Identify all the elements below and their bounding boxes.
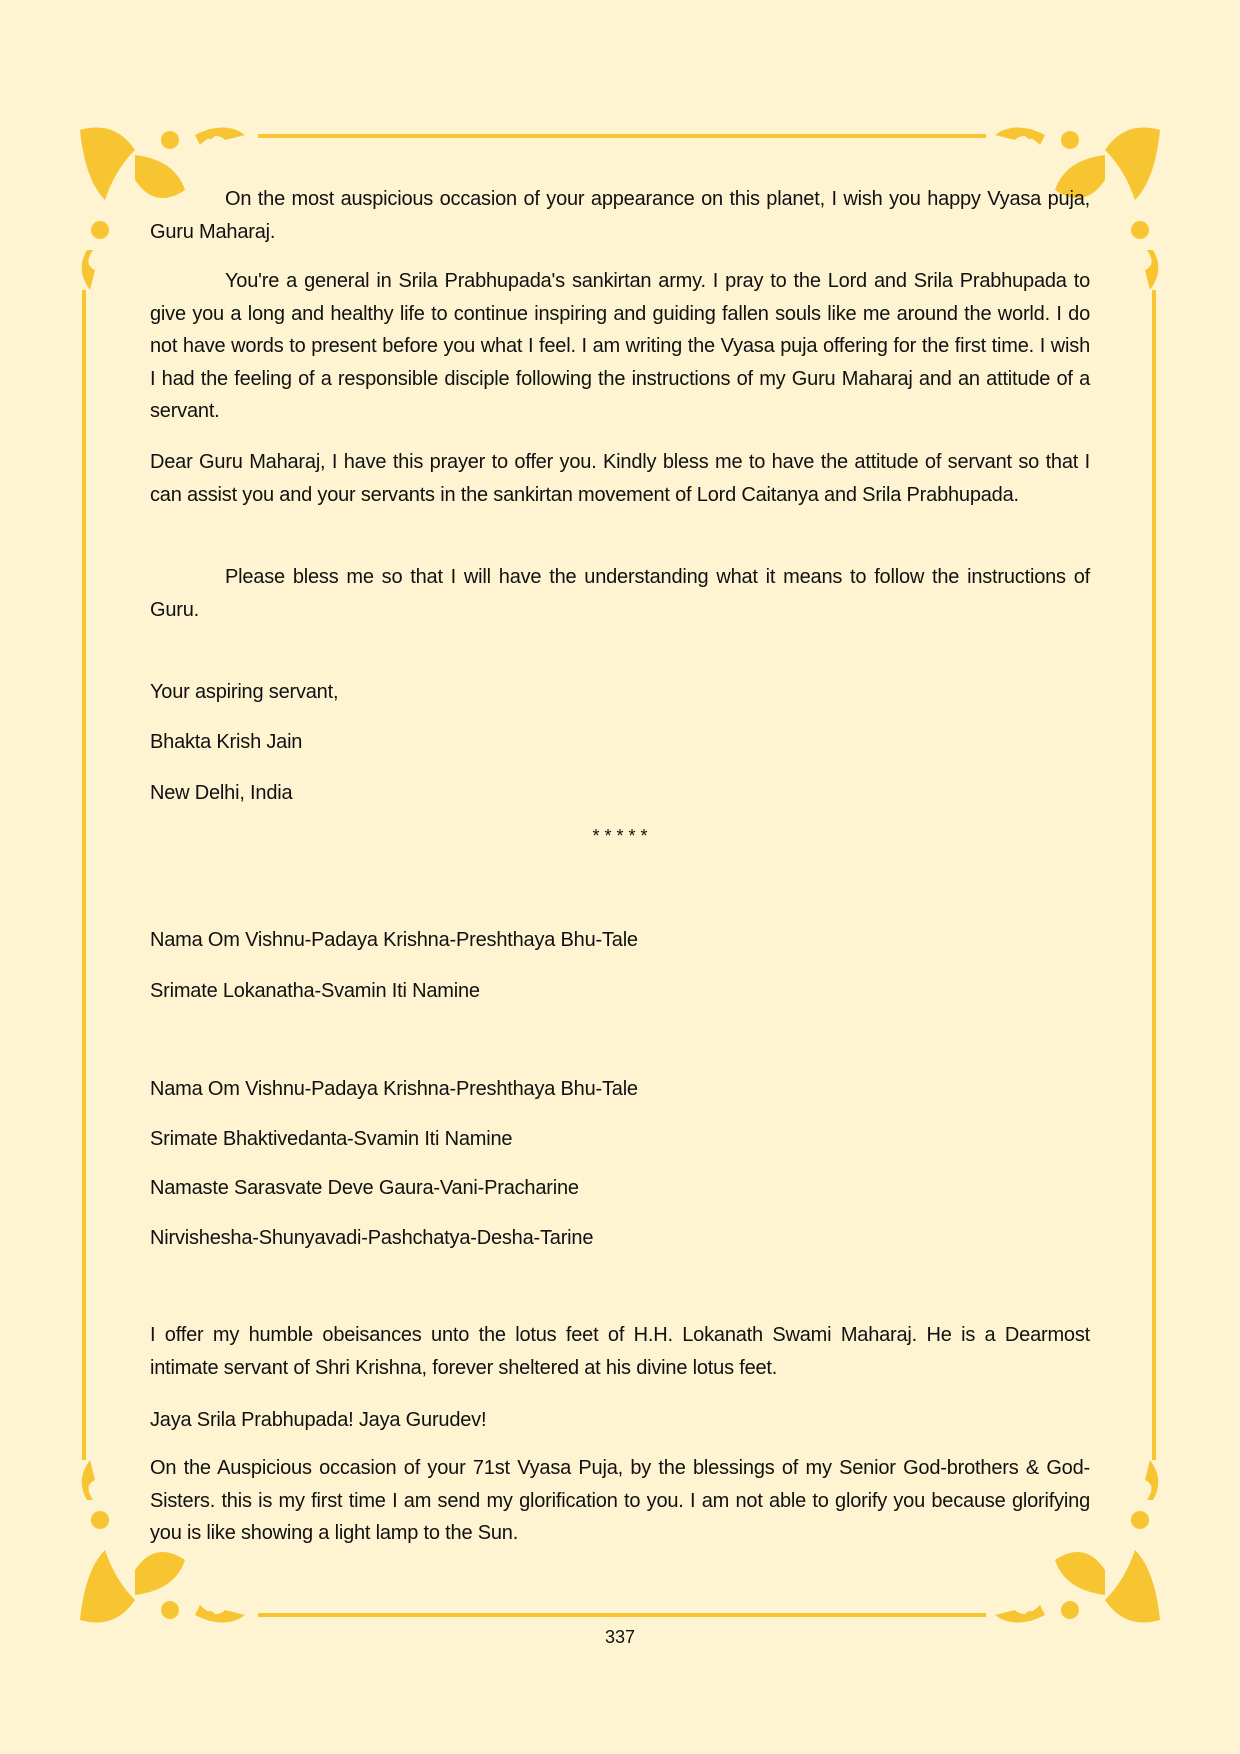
paragraph-obeisances: I offer my humble obeisances unto the lotus feet of H.H. Lokanath Swami Maharaj. He is a Dearmost intimate servant of Shri Krishna, forever sheltered at his divine lotus feet. <box>150 1324 1090 1379</box>
prayer-line: Srimate Bhaktivedanta-Svamin Iti Namine <box>150 1128 513 1150</box>
paragraph-occasion: On the Auspicious occasion of your 71st Vyasa Puja, by the blessings of my Senior God-brothers & God-Sisters. this is my first time I am send my glorification to you. I am not able to glorify you because glorifying you is like showing a light lamp to the Sun. <box>150 1457 1090 1544</box>
paragraph-blessing: Please bless me so that I will have the understanding what it means to follow the instructions of Guru. <box>150 566 1090 621</box>
paragraph-prayer: You're a general in Srila Prabhupada's sankirtan army. I pray to the Lord and Srila Prabhupada to give you a long and healthy life to continue inspiring and guiding fallen souls like me around the world. I do not have words to present before you what I feel. I am writing the Vyasa puja offering for the first time. I wish I had the feeling of a responsible disciple following the instructions of my Guru Maharaj and an attitude of a servant. <box>150 270 1090 422</box>
prayer-line: Nirvishesha-Shunyavadi-Pashchatya-Desha-Tarine <box>150 1227 594 1249</box>
border-left <box>82 290 86 1460</box>
border-bottom <box>258 1613 986 1617</box>
separator: * * * * * <box>592 826 648 846</box>
prayer-line: Nama Om Vishnu-Padaya Krishna-Preshthaya Bhu-Tale <box>150 929 638 951</box>
prayer-line: Namaste Sarasvate Deve Gaura-Vani-Pracharine <box>150 1177 579 1199</box>
signature-name: Bhakta Krish Jain <box>150 731 303 753</box>
paragraph-greeting: On the most auspicious occasion of your appearance on this planet, I wish you happy Vyasa puja, Guru Maharaj. <box>150 188 1090 243</box>
prayer-line: Srimate Lokanatha-Svamin Iti Namine <box>150 980 480 1002</box>
signature-location: New Delhi, India <box>150 782 293 804</box>
border-top <box>258 134 986 138</box>
border-right <box>1152 290 1156 1460</box>
signature-closing: Your aspiring servant, <box>150 681 339 703</box>
paragraph-request: Dear Guru Maharaj, I have this prayer to offer you. Kindly bless me to have the attitude of servant so that I can assist you and your servants in the sankirtan movement of Lord Caitanya and Srila Prabhupada. <box>150 451 1090 506</box>
prayer-line: Nama Om Vishnu-Padaya Krishna-Preshthaya Bhu-Tale <box>150 1078 638 1100</box>
page-number: 337 <box>604 1627 636 1647</box>
paragraph-jaya: Jaya Srila Prabhupada! Jaya Gurudev! <box>150 1409 487 1431</box>
